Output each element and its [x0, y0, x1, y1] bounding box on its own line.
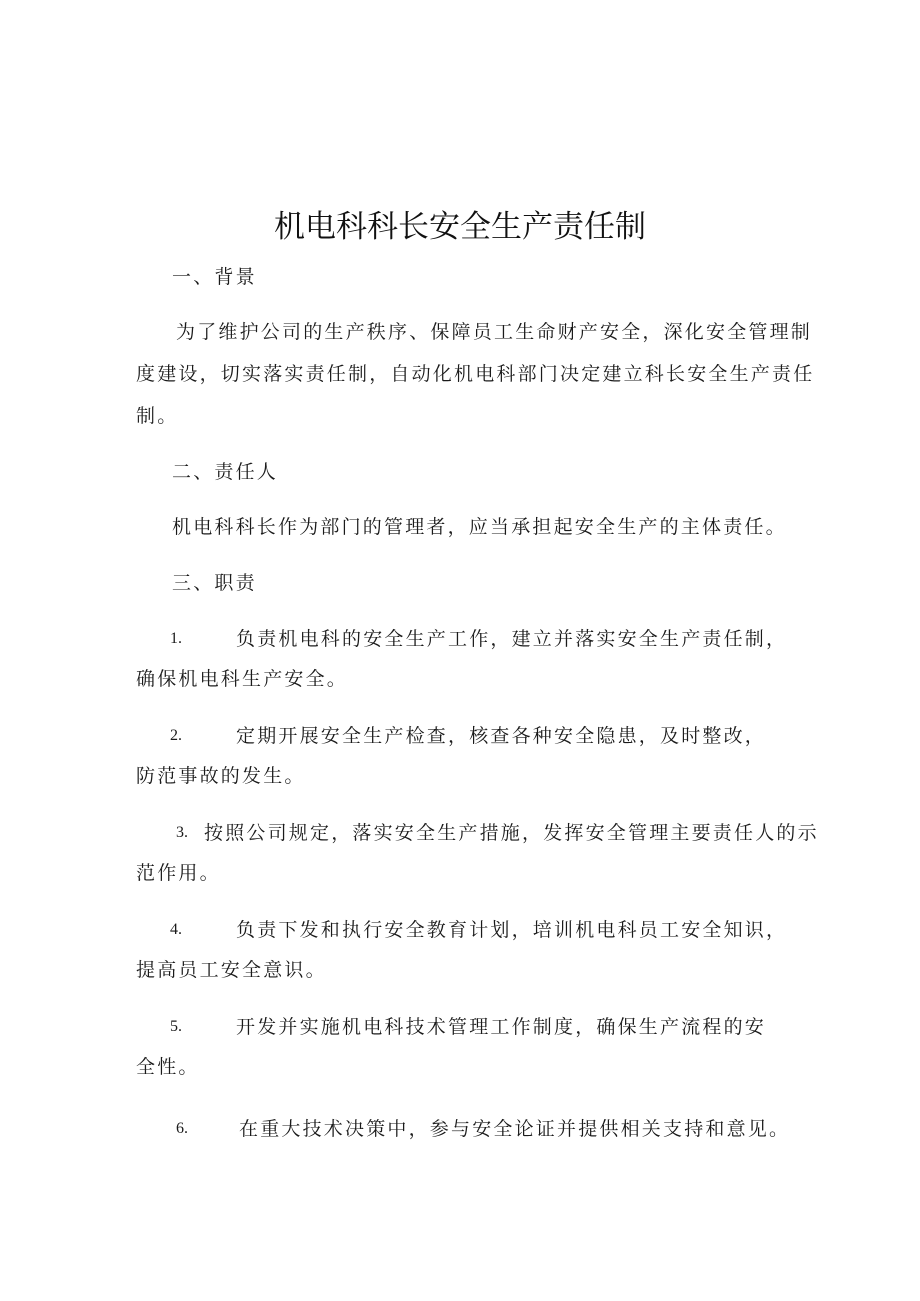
duty-3-line-2: 范作用。	[136, 862, 221, 884]
duty-number: 2.	[170, 727, 182, 744]
duty-number: 1.	[170, 630, 182, 647]
section-heading-background: 一、背景	[172, 266, 257, 288]
background-paragraph-line-2: 度建设，切实落实责任制，自动化机电科部门决定建立科长安全生产责任	[136, 363, 815, 385]
section-heading-duties: 三、职责	[172, 572, 257, 594]
responsible-person-text: 机电科科长作为部门的管理者，应当承担起安全生产的主体责任。	[172, 516, 787, 538]
duty-2-line-1: 定期开展安全生产检查，核查各种安全隐患，及时整改，	[236, 725, 767, 747]
background-paragraph-line-3: 制。	[136, 405, 179, 427]
duty-4-line-2: 提高员工安全意识。	[136, 959, 327, 981]
duty-number: 5.	[170, 1018, 182, 1035]
duty-4-line-1: 负责下发和执行安全教育计划，培训机电科员工安全知识，	[236, 919, 788, 941]
duty-1-line-2: 确保机电科生产安全。	[136, 668, 349, 690]
duty-5-line-2: 全性。	[136, 1056, 200, 1078]
duty-number: 6.	[176, 1120, 188, 1137]
background-paragraph-line-1: 为了维护公司的生产秩序、保障员工生命财产安全，深化安全管理制	[176, 321, 813, 343]
document-title: 机电科科长安全生产责任制	[274, 209, 646, 245]
section-heading-responsible-person: 二、责任人	[172, 461, 279, 483]
duty-6-line-1: 在重大技术决策中，参与安全论证并提供相关支持和意见。	[239, 1118, 791, 1140]
duty-number: 3.	[176, 824, 188, 841]
duty-5-line-1: 开发并实施机电科技术管理工作制度，确保生产流程的安	[236, 1016, 767, 1038]
duty-2-line-2: 防范事故的发生。	[136, 765, 306, 787]
duty-number: 4.	[170, 921, 182, 938]
duty-1-line-1: 负责机电科的安全生产工作，建立并落实安全生产责任制，	[236, 628, 788, 650]
duty-3-line-1: 按照公司规定，落实安全生产措施，发挥安全管理主要责任人的示	[204, 822, 819, 844]
